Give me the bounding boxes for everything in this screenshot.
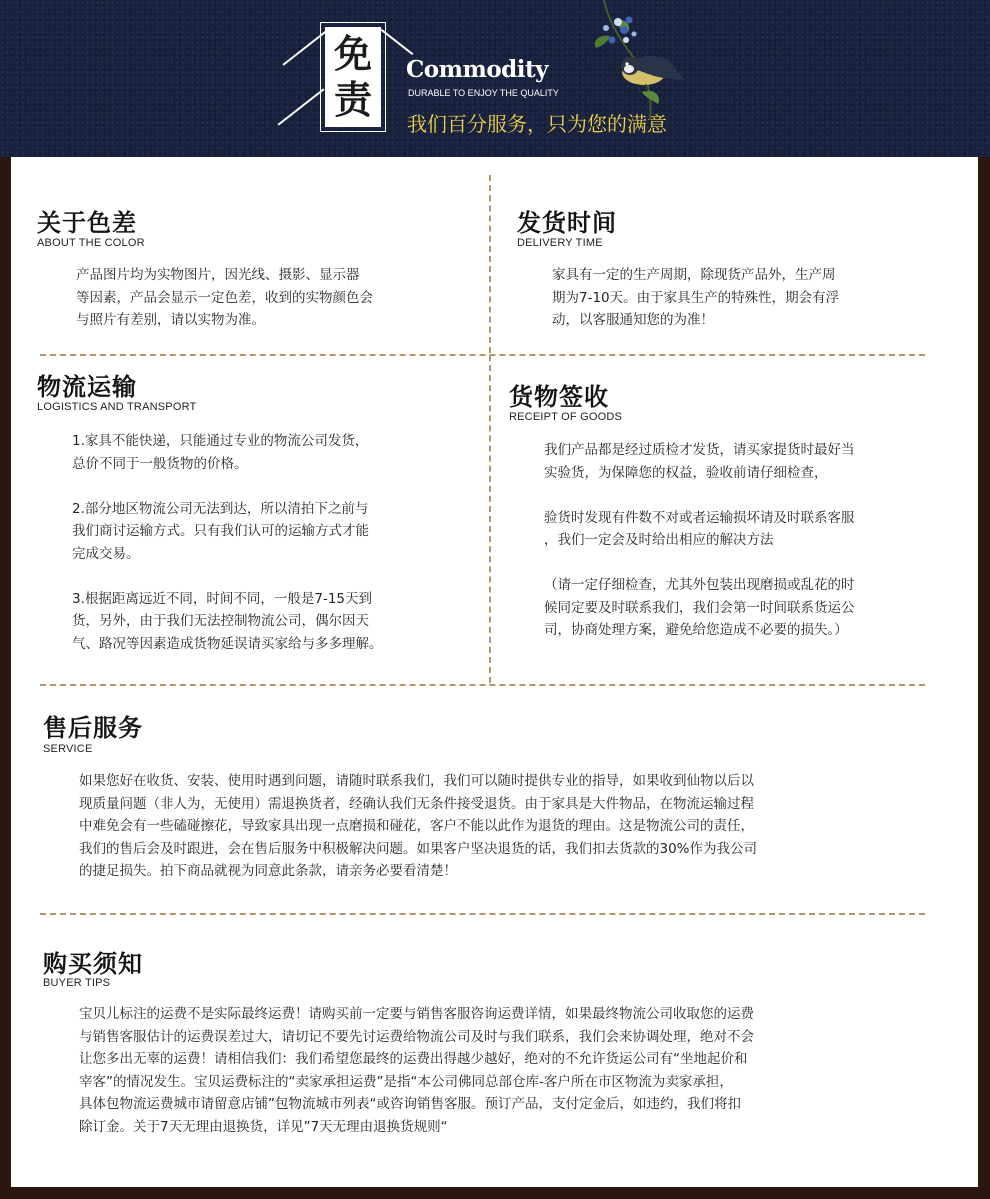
- bird-on-flower-branch-icon: [582, 0, 692, 120]
- disclaimer-title-box: [320, 22, 386, 132]
- delivery-section-subtitle: DELIVERY TIME: [517, 237, 603, 249]
- text-line: 与照片有差别，请以实物为准。: [76, 312, 265, 328]
- text-line: 货，另外，由于我们无法控制物流公司，偶尔因天: [72, 613, 369, 629]
- receipt-section-text: [544, 439, 954, 642]
- text-line: ，我们一定会及时给出相应的解决方法: [544, 532, 774, 548]
- text-line: 如果您好在收货、安装、使用时遇到问题，请随时联系我们，我们可以随时提供专业的指导，如果收到仙物以后以: [79, 773, 754, 789]
- text-line: 1.家具不能快递，只能通过专业的物流公司发货，: [72, 433, 369, 449]
- text-line: 3.根据距离远近不同，时间不同，一般是7-15天到: [72, 590, 373, 607]
- brand-name: Commodity: [406, 56, 548, 83]
- text-line: 现质量问题（非人为，无使用）需退换货者，经确认我们无条件接受退货。由于家具是大件物品，在物流运输过程: [79, 795, 754, 812]
- text-line: 总价不同于一般货物的价格。: [72, 455, 248, 472]
- divider-1: [40, 354, 925, 356]
- text-line: 产品图片均为实物图片，因光线、摄影、显示器: [76, 267, 360, 283]
- buyer-section-text: [79, 1003, 969, 1138]
- color-section-subtitle: ABOUT THE COLOR: [37, 237, 145, 249]
- logistics-section-text: [72, 430, 482, 655]
- buyer-section-subtitle: BUYER TIPS: [43, 977, 111, 989]
- text-line: 动，以客服通知您的为准！: [552, 312, 714, 328]
- brand-tagline: DURABLE TO ENJOY THE QUALITY: [408, 88, 559, 98]
- title-char-1: 免: [333, 31, 372, 76]
- text-line: 司，协商处理方案，避免给您造成不必要的损失。）: [544, 622, 848, 638]
- delivery-section-title: 发货时间: [517, 208, 617, 237]
- color-section-text: [76, 264, 481, 332]
- text-line: （请一定仔细检查，尤其外包装出现磨损或乱花的时: [544, 577, 855, 593]
- text-line: 让您多出无辜的运费！请相信我们：我们希望您最终的运费出得越少越好，绝对的不允许货运公司有“坐地起价和: [79, 1051, 748, 1067]
- text-line: 实验货，为保障您的权益，验收前请仔细检查，: [544, 464, 828, 481]
- text-line: 的捷足损失。拍下商品就视为同意此条款，请亲务必要看清楚！: [79, 863, 457, 879]
- delivery-section-text: [552, 264, 947, 332]
- text-line: 具体包物流运费城市请留意店铺”包物流城市列表“或咨询销售客服。预订产品，支付定金后，如违约，我们将扣: [79, 1096, 741, 1112]
- text-line: 宰客”的情况发生。宝贝运费标注的“卖家承担运费”是指“本公司佛同总部仓库-客户所在市区物流为卖家承担，: [79, 1073, 733, 1090]
- text-line: 期为7-10天。由于家具生产的特殊性，期会有浮: [552, 289, 840, 306]
- text-line: 完成交易。: [72, 545, 140, 562]
- logistics-section-subtitle: LOGISTICS AND TRANSPORT: [37, 401, 197, 413]
- text-line: 中难免会有一些磕碰擦花，导致家具出现一点磨损和碰花，客户不能以此作为退货的理由。这是物流公司的责任，: [79, 818, 754, 834]
- divider-3: [40, 913, 925, 915]
- logistics-section-title: 物流运输: [37, 372, 137, 401]
- text-line: 2.部分地区物流公司无法到达，所以清拍下之前与: [72, 500, 369, 517]
- text-line: 我们的售后会及时跟进，会在售后服务中积极解决问题。如果客户坚决退货的话，我们扣去货款的30%作为我公司: [79, 840, 758, 857]
- text-line: 家具有一定的生产周期，除现货产品外，生产周: [552, 267, 836, 283]
- text-line: 宝贝儿标注的运费不是实际最终运费！请购买前一定要与销售客服咨询运费详情，如果最终物流公司收取您的运费: [79, 1006, 754, 1022]
- buyer-section-title: 购买须知: [43, 949, 143, 978]
- text-line: 气、路况等因素造成货物延误请买家给与多多理解。: [72, 635, 383, 652]
- page-banner: [0, 0, 990, 157]
- service-section-subtitle: SERVICE: [43, 743, 93, 755]
- divider-2: [40, 684, 925, 686]
- text-line: 验货时发现有件数不对或者运输损坏请及时联系客服: [544, 509, 855, 526]
- text-line: 候同定要及时联系我们，我们会第一时间联系货运公: [544, 599, 855, 616]
- text-line: 我们商讨运输方式。只有我们认可的运输方式才能: [72, 523, 369, 539]
- service-section-text: [79, 770, 969, 883]
- service-slogan: 我们百分服务，只为您的满意: [407, 112, 667, 136]
- title-char-2: 责: [333, 77, 372, 122]
- content-panel: [11, 157, 978, 1187]
- receipt-section-subtitle: RECEIPT OF GOODS: [509, 411, 623, 423]
- receipt-section-title: 货物签收: [509, 382, 609, 411]
- vertical-divider-top: [489, 175, 491, 353]
- service-section-title: 售后服务: [43, 713, 143, 742]
- text-line: 等因素，产品会显示一定色差，收到的实物颜色会: [76, 289, 373, 306]
- vertical-divider-bottom: [489, 355, 491, 683]
- left-slash-bottom: [278, 88, 325, 125]
- text-line: 我们产品都是经过质检才发货，请买家提货时最好当: [544, 442, 855, 458]
- text-line: 除订金。关于7天无理由退换货，详见”7天无理由退换货规则“: [79, 1118, 448, 1135]
- color-section-title: 关于色差: [37, 208, 137, 237]
- text-line: 与销售客服估计的运费误差过大，请切记不要先讨运费给物流公司及时与我们联系，我们会来协调处理，绝对不会: [79, 1028, 754, 1045]
